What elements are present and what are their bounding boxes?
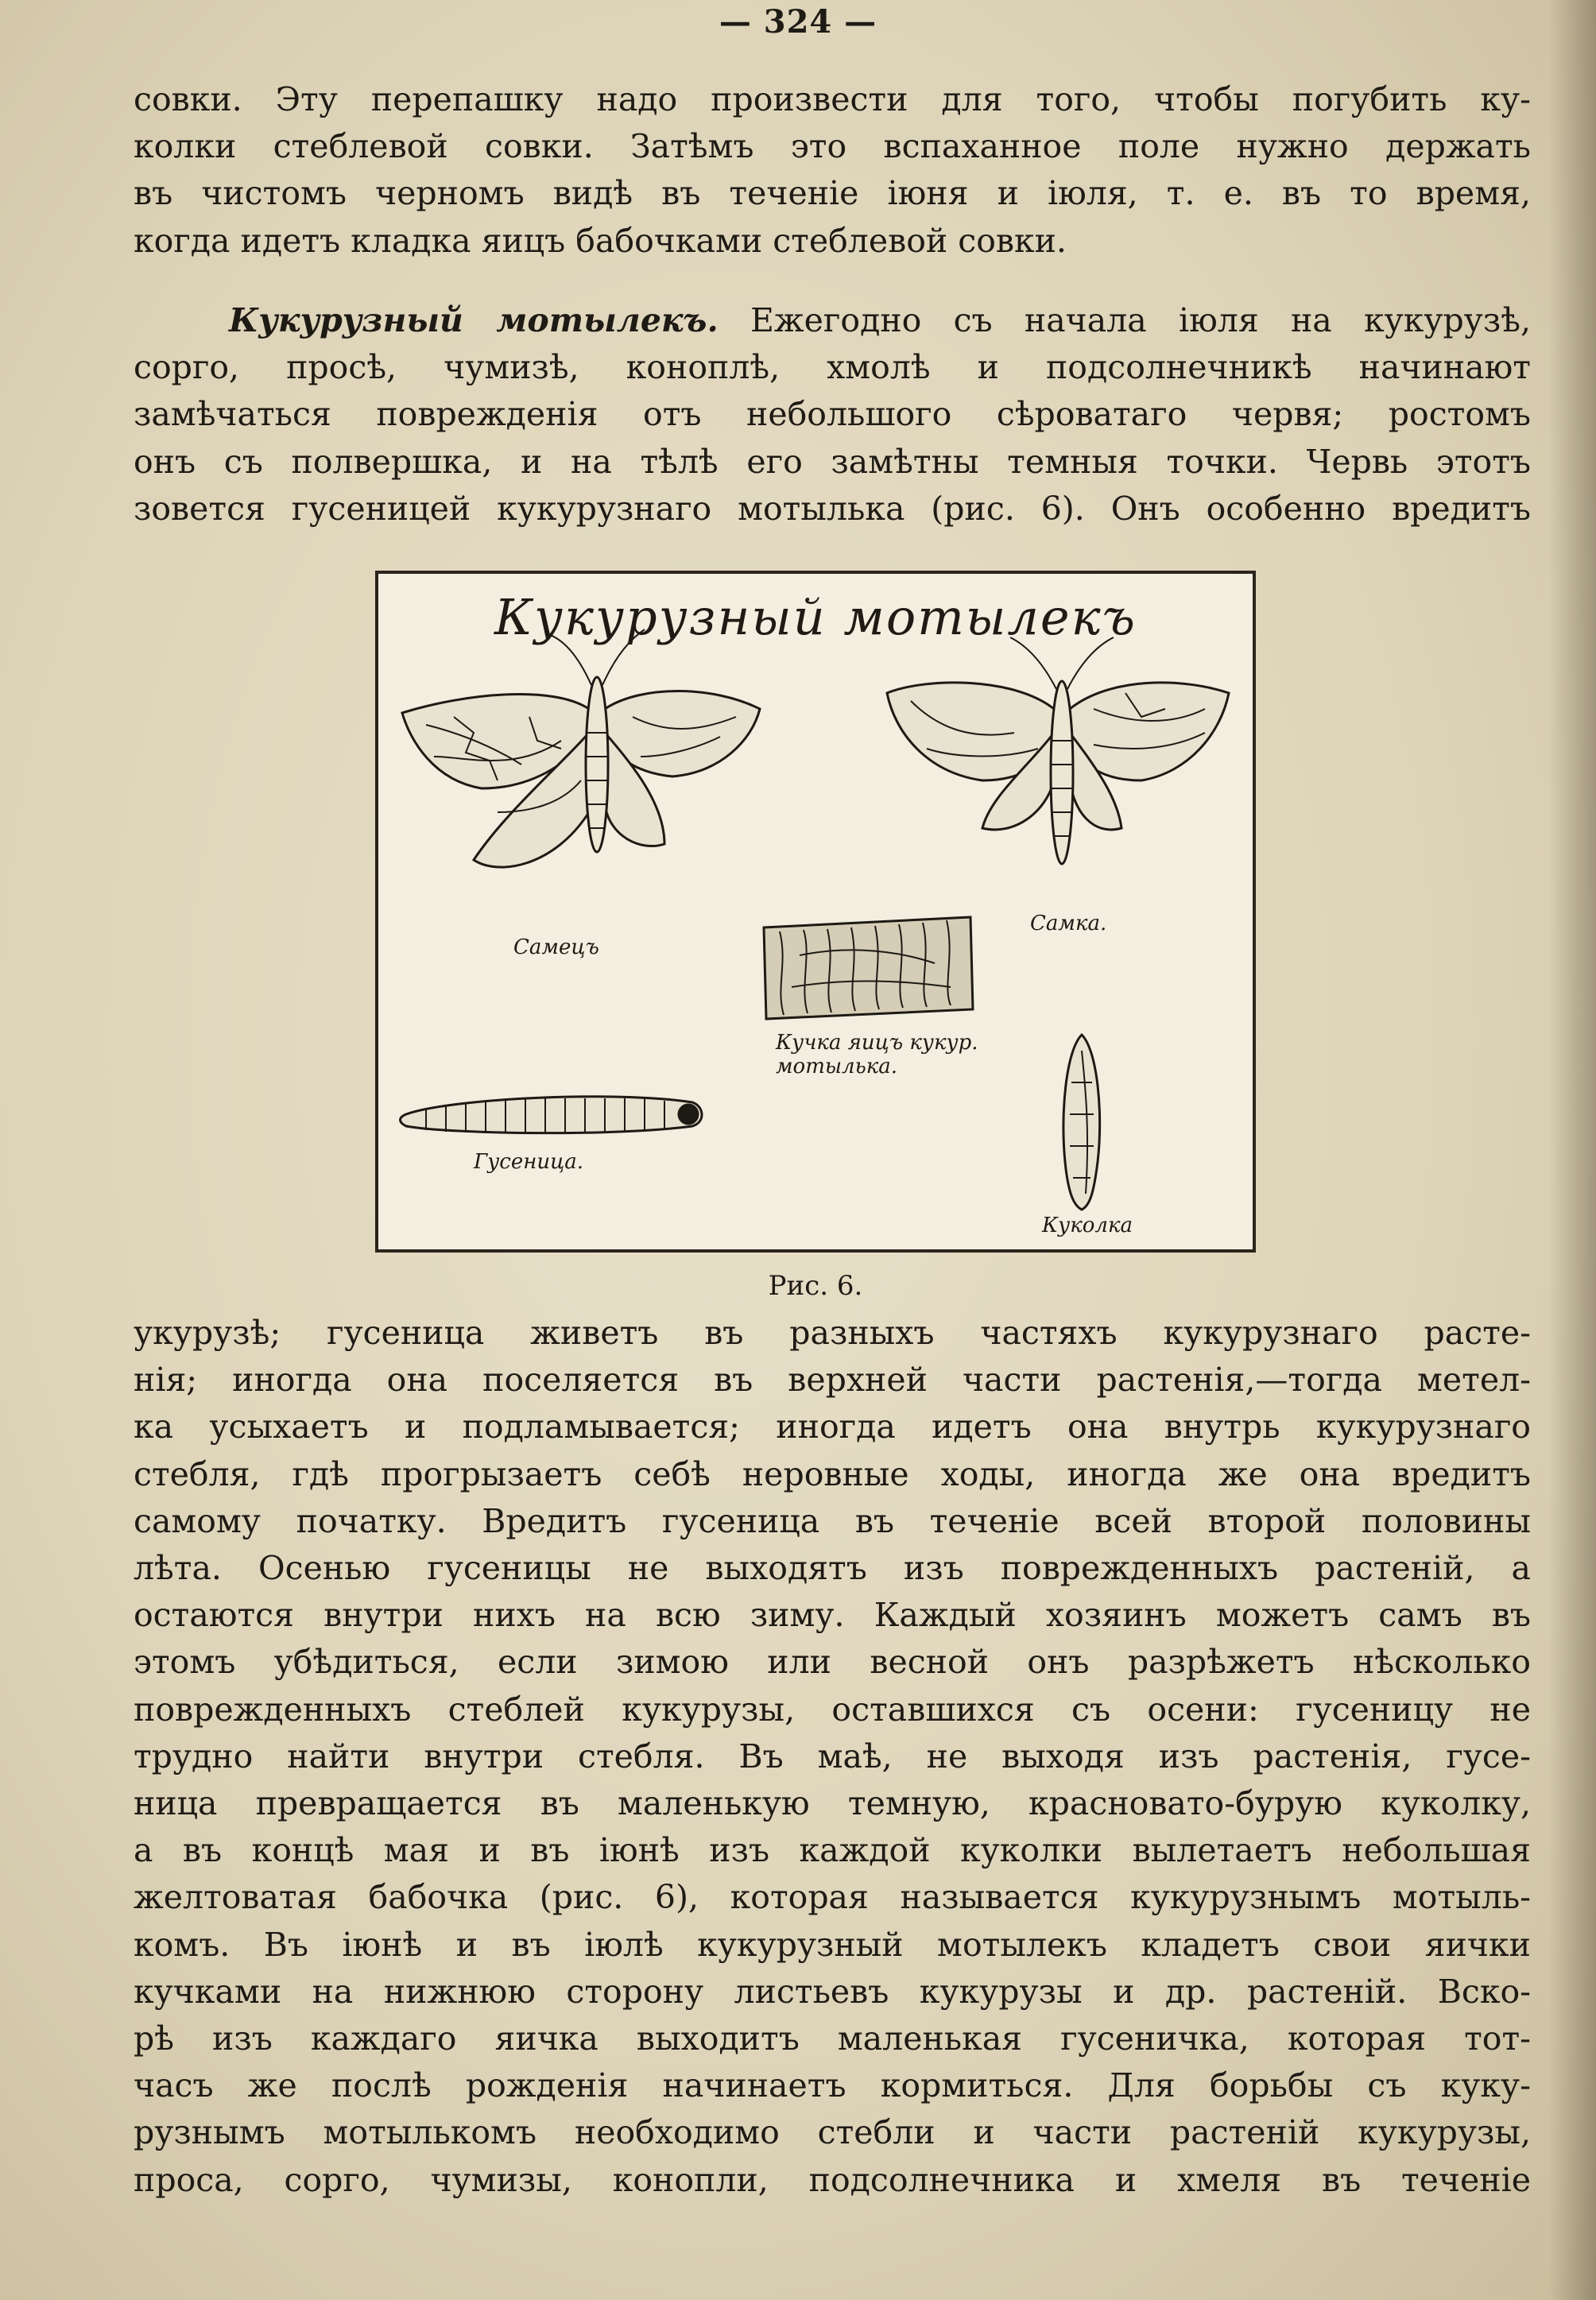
- figure-title: Кукурузный мотылекъ: [494, 588, 1137, 646]
- text-line: а въ концѣ мая и въ іюнѣ изъ каждой куколки вылетаетъ небольшая: [134, 1831, 1531, 1870]
- egg-cluster-drawing: [764, 917, 973, 1019]
- text-line: самому початку. Вредитъ гусеница въ теченіе всей второй половины: [134, 1501, 1531, 1540]
- figure-caption: Рис. 6.: [768, 1270, 863, 1302]
- text-line: сорго, просѣ, чумизѣ, коноплѣ, хмолѣ и подсолнечникѣ начинают: [134, 348, 1531, 387]
- text-line: замѣчаться поврежденія отъ небольшого сѣроватаго червя; ростомъ: [134, 395, 1531, 434]
- text-fragment: Ежегодно съ начала іюля на кукурузѣ,: [718, 301, 1531, 339]
- label-male: Самецъ: [513, 935, 599, 959]
- label-egg-cluster: Кучка яицъ кукур. мотылька.: [776, 1031, 978, 1078]
- text-line: рѣ изъ каждаго яичка выходитъ маленькая гусеничка, которая тот-: [134, 2019, 1531, 2058]
- text-line: желтоватая бабочка (рис. 6), которая называется кукурузнымъ мотыль-: [134, 1878, 1531, 1917]
- text-line: лѣта. Осенью гусеницы не выходятъ изъ поврежденныхъ растеній, а: [134, 1549, 1531, 1588]
- text-line: поврежденныхъ стеблей кукурузы, оставшихся съ осени: гусеницу не: [134, 1690, 1531, 1729]
- middle-paragraph: [134, 297, 1531, 532]
- page-number: — 324 —: [719, 3, 877, 41]
- male-moth-drawing: [402, 629, 760, 867]
- label-female: Самка.: [1030, 912, 1107, 935]
- text-line: ка усыхаетъ и подламывается; иногда идетъ она внутрь кукурузнаго: [134, 1407, 1531, 1446]
- text-line: колки стеблевой совки. Затѣмъ это вспаханное поле нужно держать: [134, 127, 1531, 166]
- text-line: совки. Эту перепашку надо произвести для того, чтобы погубить ку-: [134, 80, 1531, 118]
- text-line: стебля, гдѣ прогрызаетъ себѣ неровные ходы, иногда же она вредитъ: [134, 1454, 1531, 1493]
- text-line: когда идетъ кладка яицъ бабочками стеблевой совки.: [134, 221, 1067, 260]
- pupa-drawing: [1063, 1035, 1100, 1210]
- text-line: укурузѣ; гусеница живетъ въ разныхъ частяхъ кукурузнаго расте-: [134, 1314, 1531, 1352]
- text-line: этомъ убѣдиться, если зимою или весной онъ разрѣжетъ нѣсколько: [134, 1643, 1531, 1682]
- text-line: нія; иногда она поселяется въ верхней части растенія,—тогда метел-: [134, 1361, 1531, 1400]
- text-line: [134, 297, 1531, 344]
- label-caterpillar: Гусеница.: [474, 1150, 584, 1174]
- text-line: кучками на нижнюю сторону листьевъ кукурузы и др. растеній. Вско-: [134, 1972, 1531, 2011]
- text-line: трудно найти внутри стебля. Въ маѣ, не выходя изъ растенія, гусе-: [134, 1737, 1531, 1775]
- section-heading: Кукурузный мотылекъ.: [229, 301, 719, 339]
- top-paragraph: [134, 76, 1531, 265]
- text-line: комъ. Въ іюнѣ и въ іюлѣ кукурузный мотылекъ кладетъ свои яички: [134, 1925, 1531, 1964]
- caterpillar-drawing: [401, 1097, 703, 1133]
- text-line: ница превращается въ маленькую темную, красновато-бурую куколку,: [134, 1784, 1531, 1823]
- text-line: зовется гусеницей кукурузнаго мотылька (рис. 6). Онъ особенно вредитъ: [134, 489, 1531, 528]
- text-line: остаются внутри нихъ на всю зиму. Каждый хозяинъ можетъ самъ въ: [134, 1596, 1531, 1635]
- page-edge-shadow: [1548, 0, 1596, 2300]
- bottom-paragraph: [134, 1310, 1531, 2204]
- text-line: часъ же послѣ рожденія начинаетъ кормиться. Для борьбы съ куку-: [134, 2066, 1531, 2105]
- text-line: рузнымъ мотылькомъ необходимо стебли и части растеній кукурузы,: [134, 2113, 1531, 2152]
- label-pupa: Куколка: [1042, 1214, 1133, 1237]
- figure-illustration: [375, 571, 1256, 1253]
- text-line: проса, сорго, чумизы, конопли, подсолнечника и хмеля въ теченіе: [134, 2160, 1531, 2199]
- female-moth-drawing: [887, 637, 1229, 864]
- figure-drawing: [378, 574, 1253, 1249]
- text-line: въ чистомъ черномъ видѣ въ теченіе іюня и іюля, т. е. въ то время,: [134, 174, 1531, 213]
- text-line: онъ съ полвершка, и на тѣлѣ его замѣтны темныя точки. Червь этотъ: [134, 442, 1531, 481]
